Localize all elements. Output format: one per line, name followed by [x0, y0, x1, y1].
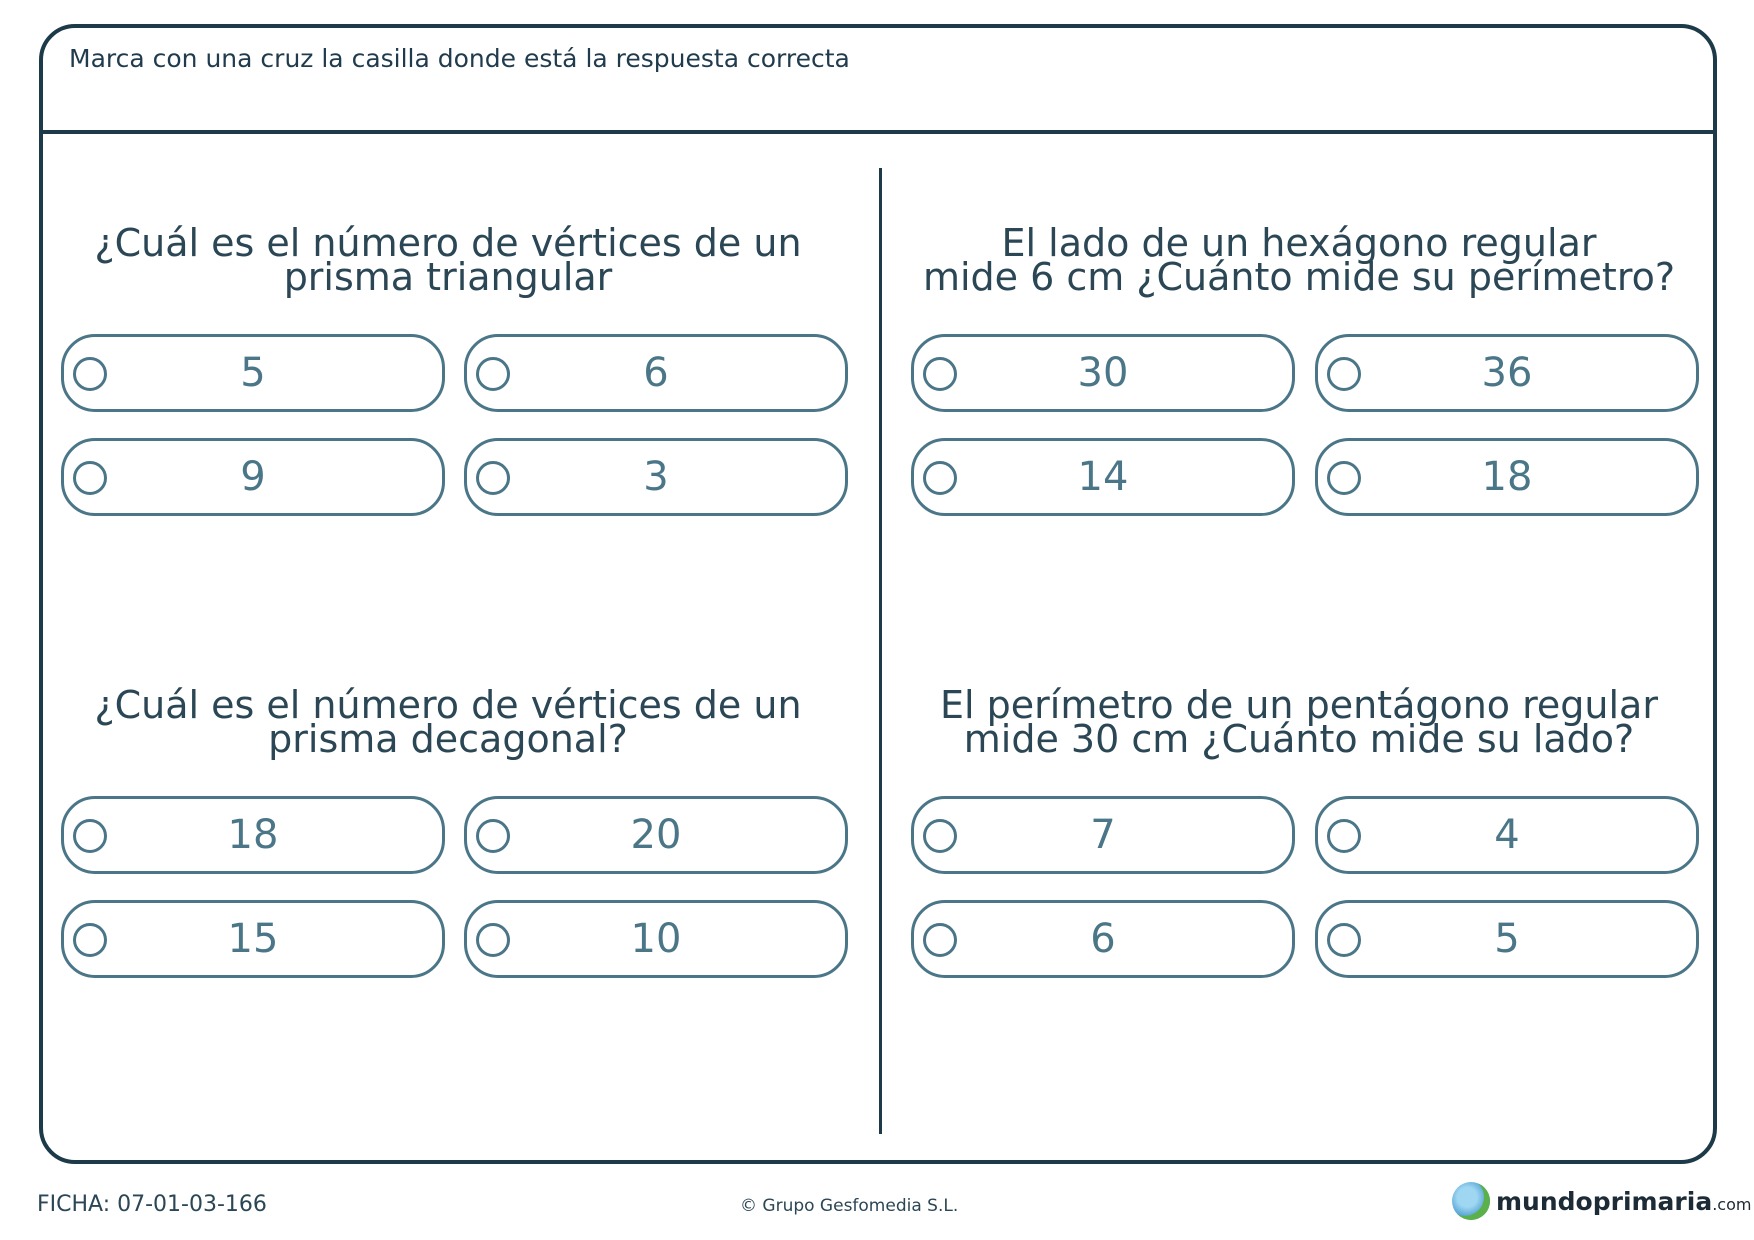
question-3	[48, 683, 848, 761]
question-2	[899, 221, 1699, 299]
q2-option-4[interactable]	[1315, 438, 1699, 516]
q4-option-3[interactable]	[911, 900, 1295, 978]
question-4-line-2: mide 30 cm ¿Cuánto mide su lado?	[963, 717, 1635, 761]
header-divider	[43, 130, 1713, 134]
globe-icon	[1452, 1182, 1490, 1220]
q1-option-2[interactable]	[464, 334, 848, 412]
q3-option-4[interactable]	[464, 900, 848, 978]
option-label: 18	[227, 812, 279, 858]
option-label: 18	[1481, 454, 1533, 500]
option-label: 9	[240, 454, 266, 500]
option-label: 6	[643, 350, 669, 396]
question-3-line-2: prisma decagonal?	[268, 717, 628, 761]
question-3-line-1: ¿Cuál es el número de vértices de un	[94, 683, 802, 727]
question-2-line-1: El lado de un hexágono regular	[1001, 221, 1597, 265]
brand-tld: .com	[1712, 1195, 1752, 1214]
option-label: 4	[1494, 812, 1520, 858]
q2-option-1[interactable]	[911, 334, 1295, 412]
option-label: 15	[227, 916, 279, 962]
option-label: 5	[1494, 916, 1520, 962]
option-label: 10	[630, 916, 682, 962]
option-label: 5	[240, 350, 266, 396]
q1-option-4[interactable]	[464, 438, 848, 516]
q4-option-1[interactable]	[911, 796, 1295, 874]
question-1	[48, 221, 848, 299]
question-4	[899, 683, 1699, 761]
brand-name-main: mundoprimaria	[1496, 1187, 1713, 1216]
question-1-line-2: prisma triangular	[283, 255, 613, 299]
q4-option-4[interactable]	[1315, 900, 1699, 978]
q4-option-2[interactable]	[1315, 796, 1699, 874]
q3-option-1[interactable]	[61, 796, 445, 874]
column-divider	[879, 168, 882, 1134]
option-label: 14	[1077, 454, 1129, 500]
q1-option-1[interactable]	[61, 334, 445, 412]
question-2-line-2: mide 6 cm ¿Cuánto mide su perímetro?	[922, 255, 1676, 299]
copyright-text: © Grupo Gesfomedia S.L.	[740, 1196, 959, 1216]
q3-option-3[interactable]	[61, 900, 445, 978]
q1-option-3[interactable]	[61, 438, 445, 516]
q3-option-2[interactable]	[464, 796, 848, 874]
option-label: 3	[643, 454, 669, 500]
option-label: 20	[630, 812, 682, 858]
option-label: 6	[1090, 916, 1116, 962]
q2-option-3[interactable]	[911, 438, 1295, 516]
option-label: 36	[1481, 350, 1533, 396]
worksheet-code: FICHA: 07-01-03-166	[37, 1192, 267, 1217]
worksheet-frame	[39, 24, 1717, 1164]
option-label: 7	[1090, 812, 1116, 858]
instruction-text: Marca con una cruz la casilla donde está la respuesta correcta	[69, 44, 850, 73]
question-4-line-1: El perímetro de un pentágono regular	[940, 683, 1658, 727]
brand-name	[1496, 1187, 1751, 1216]
question-1-line-1: ¿Cuál es el número de vértices de un	[94, 221, 802, 265]
option-label: 30	[1077, 350, 1129, 396]
q2-option-2[interactable]	[1315, 334, 1699, 412]
